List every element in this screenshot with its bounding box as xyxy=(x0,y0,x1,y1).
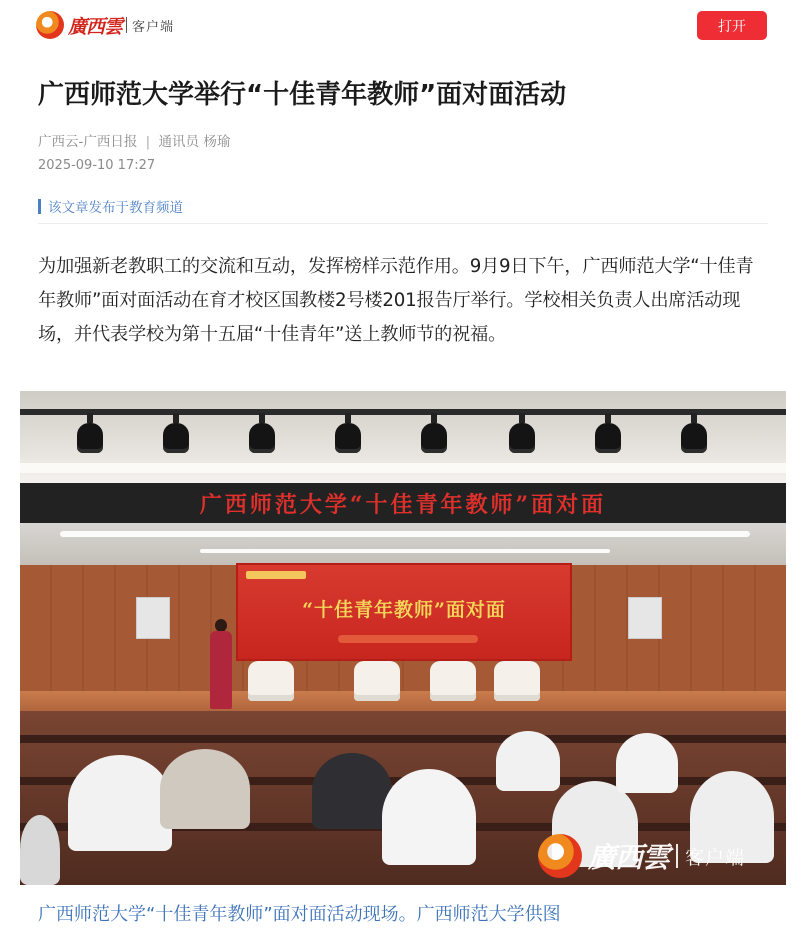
sofa xyxy=(248,661,294,701)
audience-member xyxy=(160,749,250,829)
app-logo[interactable] xyxy=(36,10,174,40)
open-app-button[interactable]: 打开 xyxy=(697,11,767,40)
channel-note-text: 该文章发布于教育频道 xyxy=(48,200,183,216)
spotlight-icon xyxy=(594,413,622,457)
spotlight-icon xyxy=(248,413,276,457)
host-figure xyxy=(210,619,232,709)
channel-bar-icon xyxy=(38,199,41,214)
channel-note[interactable] xyxy=(38,196,183,216)
audience-member xyxy=(20,815,60,885)
article-source-line xyxy=(38,130,230,150)
watermark-client-label: 客户端 xyxy=(685,846,746,869)
stage-screen-text: “十佳青年教师”面对面 xyxy=(302,599,506,621)
spotlight-icon xyxy=(162,413,190,457)
wall-board xyxy=(136,597,170,639)
photo-caption: 广西师范大学“十佳青年教师”面对面活动现场。广西师范大学供图 xyxy=(38,904,561,925)
header-divider xyxy=(38,223,768,224)
photo-banner-text: 广西师范大学“十佳青年教师”面对面 xyxy=(199,491,607,518)
meta-separator: | xyxy=(145,134,151,150)
article-reporter: 通讯员 杨瑜 xyxy=(158,134,231,150)
client-label: 客户端 xyxy=(132,19,175,35)
spotlight-icon xyxy=(508,413,536,457)
guangxiyun-logo-icon xyxy=(538,834,582,878)
sofa xyxy=(354,661,400,701)
audience-member xyxy=(496,731,560,791)
top-bar xyxy=(0,0,799,50)
stage-screen xyxy=(236,563,572,661)
logo-text: 廣西雲 xyxy=(68,15,123,38)
audience-member xyxy=(616,733,678,793)
guangxiyun-logo-icon xyxy=(36,11,64,39)
audience-member xyxy=(382,769,476,865)
spotlight-icon xyxy=(334,413,362,457)
photo-ceiling xyxy=(20,391,786,483)
article-body: 为加强新老教职工的交流和互动，发挥榜样示范作用。9月9日下午，广西师范大学“十佳青年教师”面对面活动在育才校区国教楼2号楼201报告厅举行。学校相关负责人出席活动现场，并代表学校为第十五届“十佳青年”送上教师节的祝福。 xyxy=(38,256,754,345)
spotlight-icon xyxy=(76,413,104,457)
photo-watermark xyxy=(538,831,745,881)
article-photo[interactable] xyxy=(20,391,786,885)
audience-member xyxy=(312,753,392,829)
spotlight-icon xyxy=(680,413,708,457)
watermark-logo-text: 廣西雲 xyxy=(588,841,670,874)
audience-member xyxy=(68,755,172,851)
spotlight-icon xyxy=(420,413,448,457)
published-time: 2025-09-10 17:27 xyxy=(38,158,156,173)
wall-board xyxy=(628,597,662,639)
sofa xyxy=(494,661,540,701)
logo-divider xyxy=(126,17,127,33)
article-title: 广西师范大学举行“十佳青年教师”面对面活动 xyxy=(38,80,567,110)
article-source: 广西云-广西日报 xyxy=(38,134,138,150)
sofa xyxy=(430,661,476,701)
